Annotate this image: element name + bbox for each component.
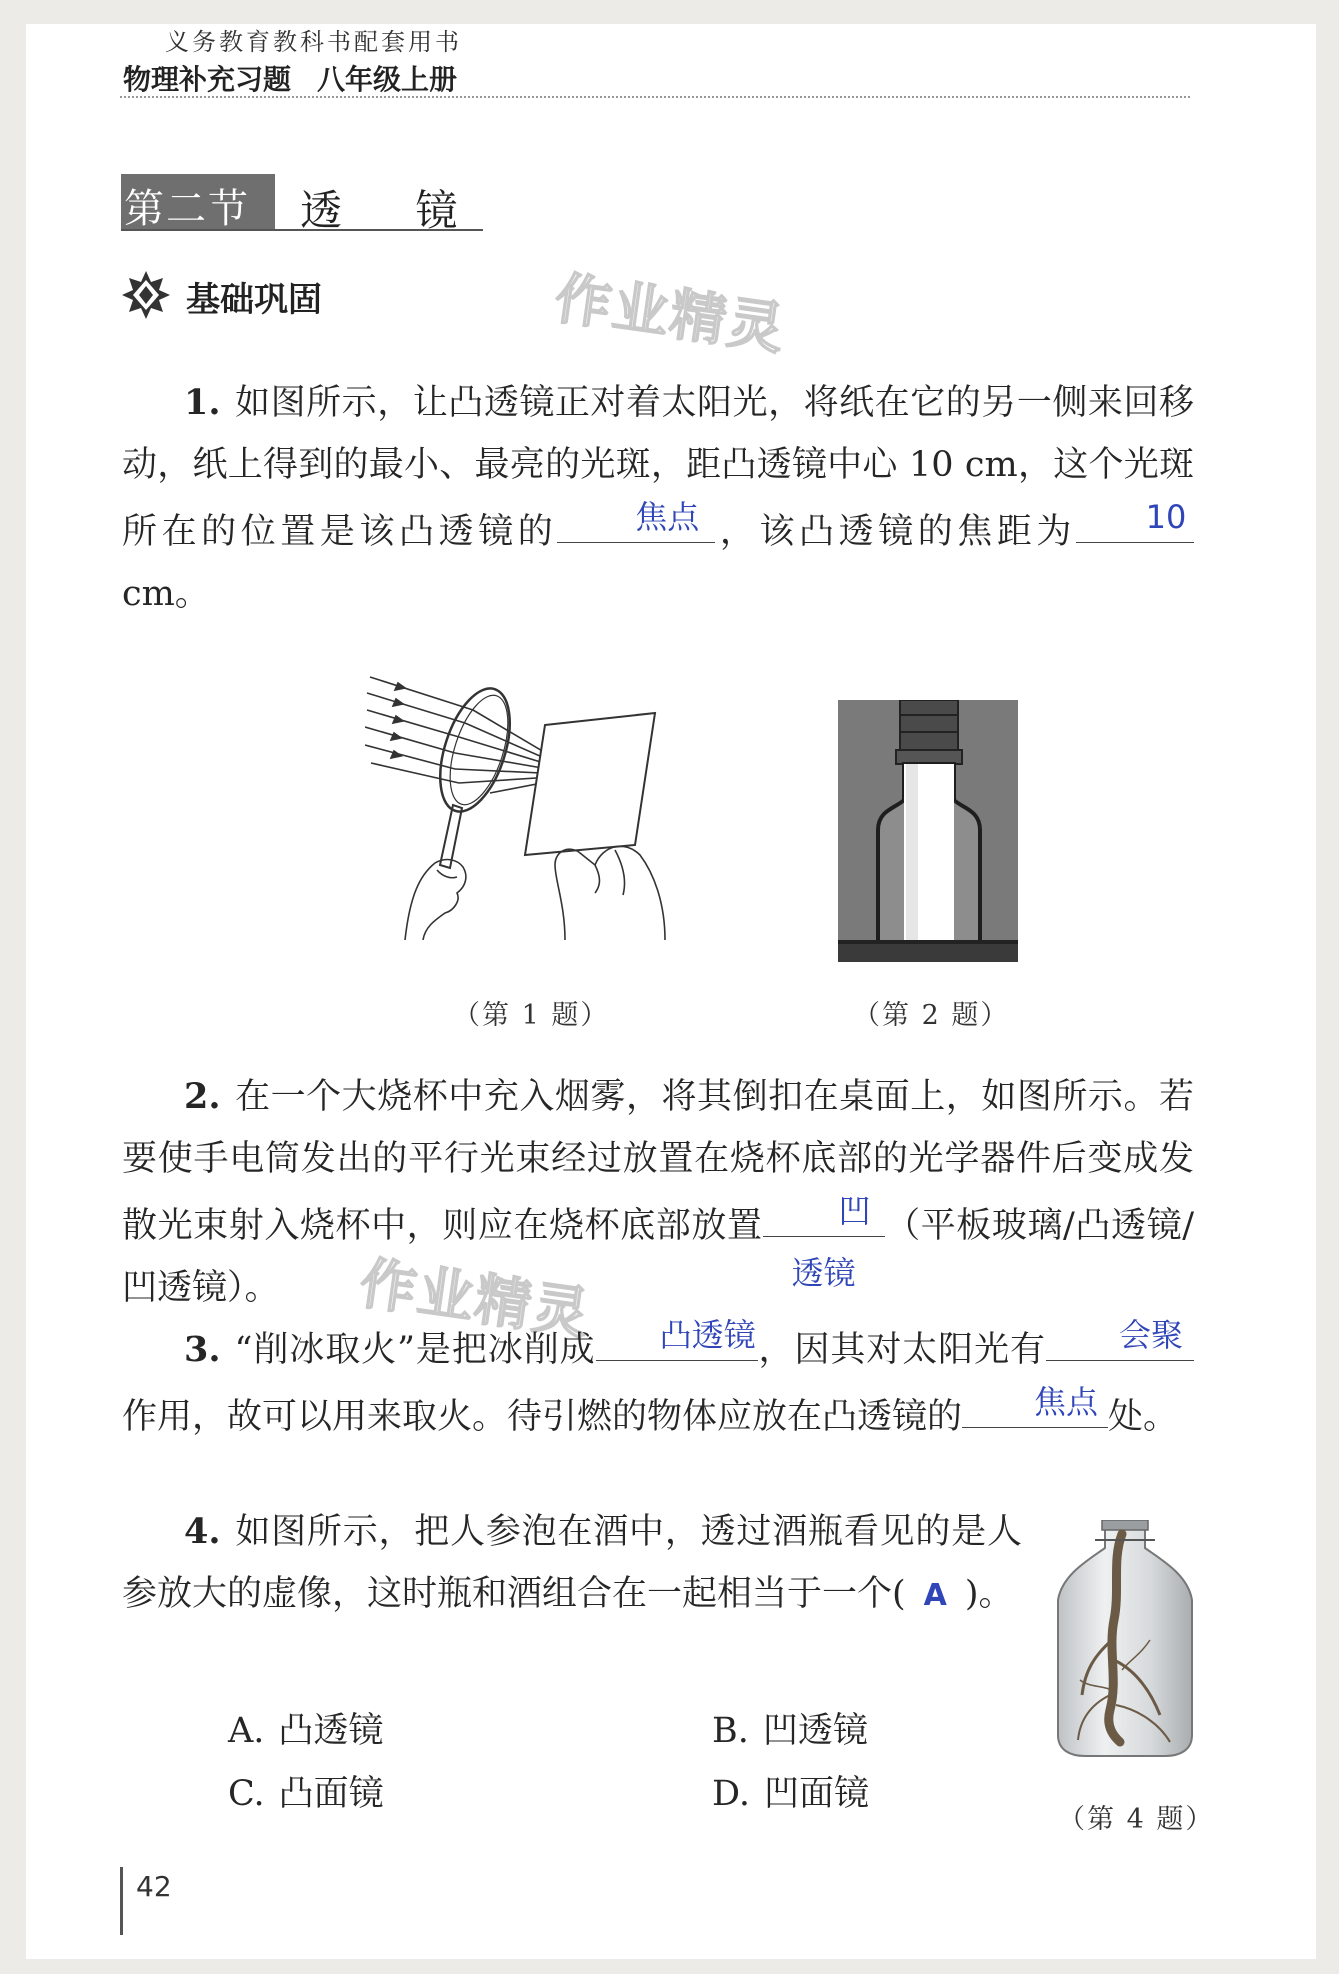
answer-blank [1076,496,1194,543]
header-divider [120,96,1190,98]
question-number: 4. [184,1511,221,1552]
question-text: （平板玻璃/凸透镜/凹透镜）。 [122,1206,1194,1308]
question-text: “削冰取火”是把冰削成 [234,1330,596,1370]
question-1 [122,372,1194,625]
section-title: 透 镜 [300,186,488,235]
question-text: 处。 [1108,1397,1179,1437]
question-number: 1. [184,382,221,423]
section-number: 第二节 [124,186,250,232]
subsection-title: 基础巩固 [186,280,322,320]
question-3 [122,1314,1194,1448]
figure-1-caption: （第 1 题） [453,1000,610,1031]
book-series: 义务教育教科书配套用书 [165,28,462,56]
question-text: cm。 [122,574,210,614]
page-number: 42 [136,1870,172,1903]
question-number: 3. [184,1329,221,1370]
question-text: )。 [964,1574,1014,1614]
inverted-beaker-figure [838,700,1018,962]
book-title [123,58,457,98]
book-subject: 物理补充习题 [123,63,292,96]
question-2 [122,1066,1194,1319]
figure-4-caption: （第 4 题） [1058,1804,1215,1835]
ginseng-bottle-figure [1050,1520,1200,1760]
answer-blank [596,1314,758,1361]
answer-text: 会聚 [1118,1316,1183,1354]
answer-text: 10 [1145,498,1187,536]
option-b: B. 凹透镜 [712,1711,868,1751]
magnifier-sunlight-figure [365,665,695,940]
answer-blank [557,496,715,543]
question-text: 如图所示，把人参泡在酒中，透过酒瓶看见的是人参放大的虚像，这时瓶和酒组合在一起相当于一个( [122,1512,1022,1614]
answer-text: A [923,1578,947,1613]
watermark: 作业精灵 [355,1251,595,1348]
question-text: ，因其对太阳光有 [757,1330,1046,1370]
question-text: 在一个大烧杯中充入烟雾，将其倒扣在桌面上，如图所示。若要使手电筒发出的平行光束经过放置在烧杯底部的光学器件后变成发散光束射入烧杯中，则应在烧杯底部放置 [122,1077,1194,1246]
option-d: D. 凹面镜 [712,1774,869,1814]
watermark: 作业精灵 [550,266,790,363]
question-text: 如图所示，让凸透镜正对着太阳光，将纸在它的另一侧来回移动，纸上得到的最小、最亮的光斑，距凸透镜中心 10 cm，这个光斑所在的位置是该凸透镜的 [122,383,1194,552]
answer-blank [1046,1314,1194,1361]
star-badge-icon [121,270,171,320]
answer-blank [962,1381,1108,1428]
section-underline [121,229,483,231]
question-text: 作用，故可以用来取火。待引燃的物体应放在凸透镜的 [122,1397,963,1437]
question-4 [122,1501,1022,1627]
option-a: A. 凸透镜 [228,1711,384,1751]
footer-divider [120,1867,123,1935]
answer-text: 焦点 [1034,1383,1099,1421]
question-text: ，该凸透镜的焦距为 [715,512,1076,552]
question-number: 2. [184,1076,221,1117]
book-grade: 八年级上册 [317,63,458,96]
answer-text: 焦点 [635,498,700,536]
answer-text: 凹透镜 [791,1192,871,1292]
answer-blank [763,1190,885,1292]
answer-text: 凸透镜 [659,1316,756,1354]
figure-2-caption: （第 2 题） [853,1000,1010,1031]
option-c: C. 凸面镜 [228,1774,384,1814]
